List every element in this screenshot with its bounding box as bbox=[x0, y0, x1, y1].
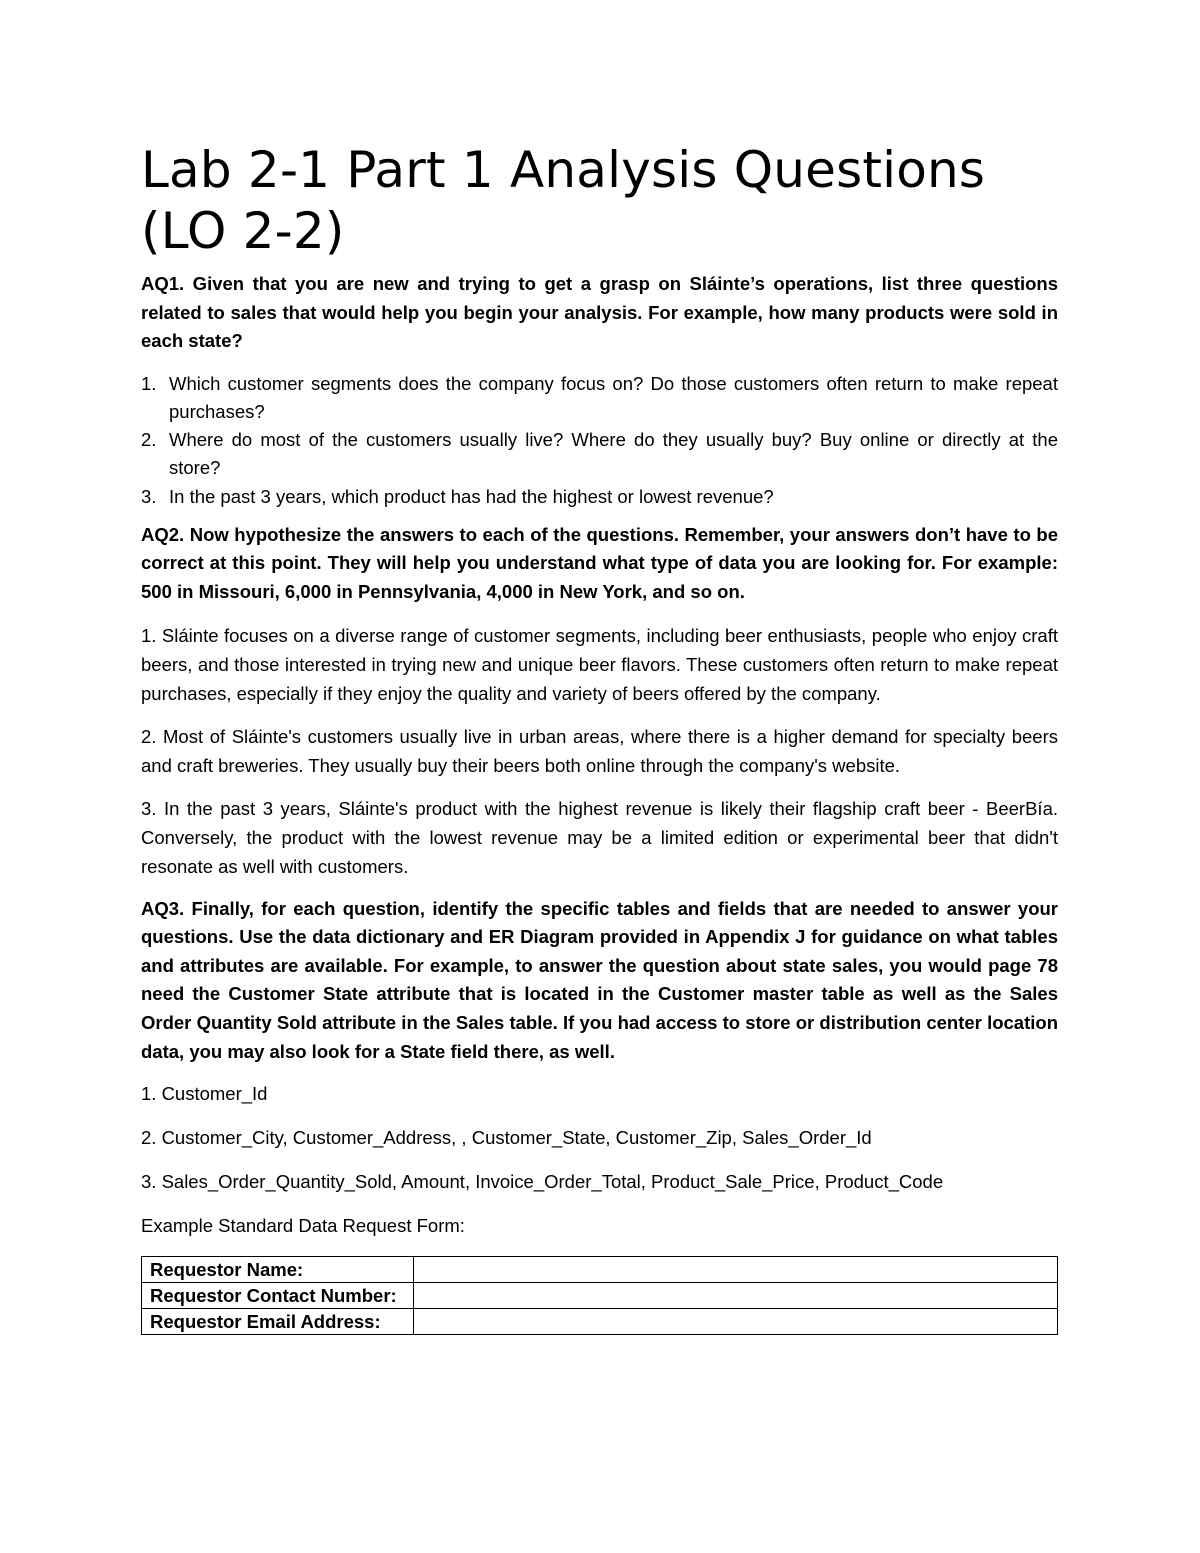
answer-paragraph-2: 2. Most of Sláinte's customers usually live in urban areas, where there is a higher demand for specialty beers and craft breweries. They usually buy their beers both online through the company's website. bbox=[141, 725, 1058, 776]
fields-line-2: 2. Customer_City, Customer_Address, , Customer_State, Customer_Zip, Sales_Order_Id bbox=[141, 1127, 872, 1149]
question-aq2: AQ2. Now hypothesize the answers to each of the questions. Remember, your answers don’t have to be correct at this point. They will help you understand what type of data you are looking for. For example: 500 in Missouri, 6,000 in Pennsylvania, 4,000 in New York, and so on. bbox=[141, 523, 1058, 602]
document-page bbox=[141, 140, 1058, 1335]
answer-paragraph-3: 3. In the past 3 years, Sláinte's product with the highest revenue is likely their flagship craft beer - BeerBía. Conversely, the product with the lowest revenue may be a limited edition or experimental beer that didn't resonate as well with customers. bbox=[141, 797, 1058, 877]
table-row bbox=[142, 1309, 1058, 1335]
form-caption: Example Standard Data Request Form: bbox=[141, 1215, 465, 1237]
list-item-number: 1. bbox=[141, 372, 157, 394]
page-title: Lab 2-1 Part 1 Analysis Questions (LO 2-2) bbox=[141, 141, 986, 260]
list-item bbox=[141, 370, 1058, 426]
list-item-number: 3. bbox=[141, 485, 157, 507]
fields-line-1: 1. Customer_Id bbox=[141, 1083, 268, 1105]
list-item-text: In the past 3 years, which product has had the highest or lowest revenue? bbox=[169, 485, 774, 507]
form-row-label: Requestor Contact Number: bbox=[142, 1283, 414, 1309]
table-row bbox=[142, 1283, 1058, 1309]
form-row-label: Requestor Name: bbox=[142, 1257, 414, 1283]
form-row-label: Requestor Email Address: bbox=[142, 1309, 414, 1335]
list-item-text: Which customer segments does the company focus on? Do those customers often return to make repeat purchases? bbox=[169, 372, 1058, 422]
list-item-number: 2. bbox=[141, 429, 157, 451]
form-row-value[interactable] bbox=[414, 1283, 1058, 1309]
data-request-form-table bbox=[141, 1256, 1058, 1335]
list-item bbox=[141, 426, 1058, 482]
question-aq3: AQ3. Finally, for each question, identify the specific tables and fields that are needed to answer your questions. Use the data dictionary and ER Diagram provided in Appendix J for guidance on what tables and attributes are available. For example, to answer the question about state sales, you would page 78 need the Customer State attribute that is located in the Customer master table as well as the Sales Order Quantity Sold attribute in the Sales table. If you had access to store or distribution center location data, you may also look for a State field there, as well. bbox=[141, 897, 1058, 1062]
list-item-text: Where do most of the customers usually live? Where do they usually buy? Buy online or directly at the store? bbox=[169, 429, 1058, 479]
fields-line-3: 3. Sales_Order_Quantity_Sold, Amount, Invoice_Order_Total, Product_Sale_Price, Product_Code bbox=[141, 1171, 944, 1193]
list-item bbox=[141, 483, 1058, 511]
question-aq1: AQ1. Given that you are new and trying to get a grasp on Sláinte’s operations, list three questions related to sales that would help you begin your analysis. For example, how many products were sold in each state? bbox=[141, 273, 1058, 352]
aq1-list bbox=[141, 370, 1058, 511]
form-row-value[interactable] bbox=[414, 1257, 1058, 1283]
table-row bbox=[142, 1257, 1058, 1283]
form-row-value[interactable] bbox=[414, 1309, 1058, 1335]
answer-paragraph-1: 1. Sláinte focuses on a diverse range of customer segments, including beer enthusiasts, people who enjoy craft beers, and those interested in trying new and unique beer flavors. These customers often return to make repeat purchases, especially if they enjoy the quality and variety of beers offered by the company. bbox=[141, 624, 1058, 704]
